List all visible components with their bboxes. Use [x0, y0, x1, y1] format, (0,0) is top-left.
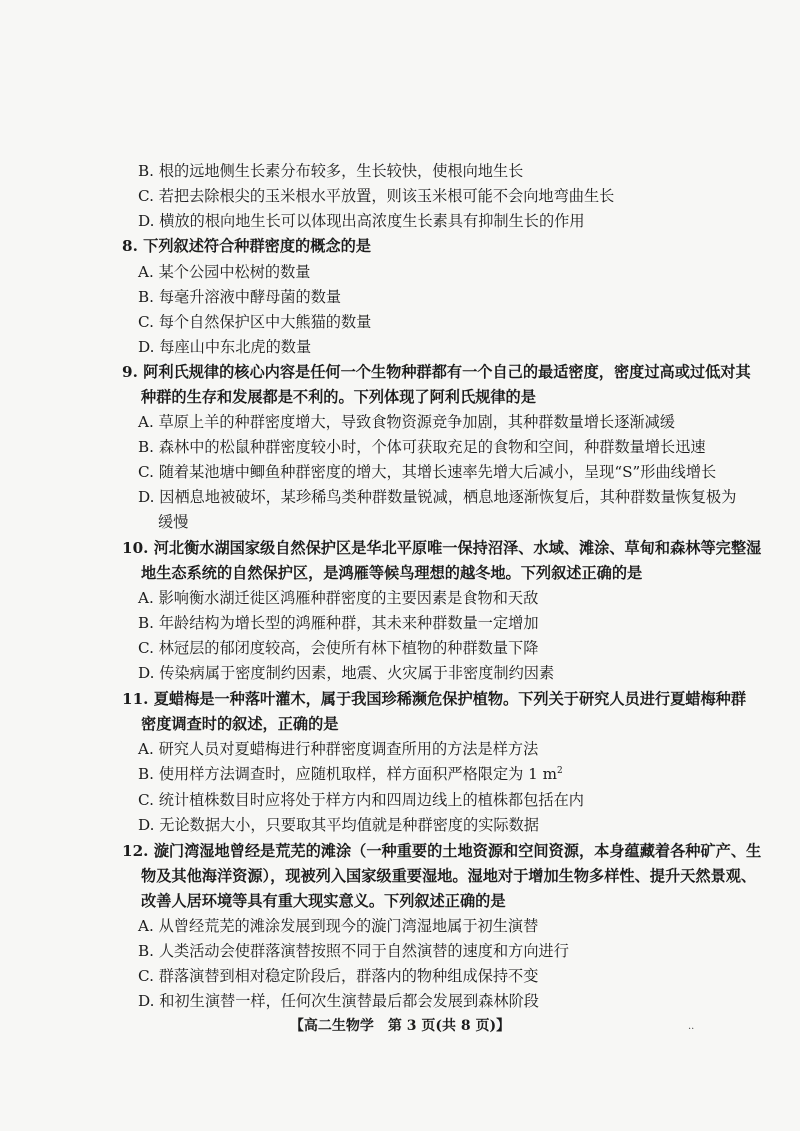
q11-stem-line2: 密度调查时的叙述，正确的是 [141, 715, 339, 733]
q10-option-c: C. 林冠层的郁闭度较高，会使所有林下植物的种群数量下降 [138, 639, 539, 657]
q8-stem: 8. 下列叙述符合种群密度的概念的是 [122, 237, 371, 255]
q7-option-d: D. 横放的根向地生长可以体现出高浓度生长素具有抑制生长的作用 [138, 212, 585, 230]
q9-stem-line2: 种群的生存和发展都是不利的。下列体现了阿利氏规律的是 [141, 388, 536, 406]
q12-option-d: D. 和初生演替一样，任何次生演替最后都会发展到森林阶段 [138, 992, 539, 1010]
q12-option-c: C. 群落演替到相对稳定阶段后，群落内的物种组成保持不变 [138, 967, 539, 985]
q11-option-b [138, 764, 563, 784]
q9-stem-line1: 9. 阿利氏规律的核心内容是任何一个生物种群都有一个自己的最适密度，密度过高或过低对其 [122, 363, 751, 381]
q10-option-b: B. 年龄结构为增长型的鸿雁种群，其未来种群数量一定增加 [138, 614, 539, 632]
q9-option-c: C. 随着某池塘中鲫鱼种群密度的增大，其增长速率先增大后减小，呈现“S”形曲线增长 [138, 463, 717, 481]
q11-option-c: C. 统计植株数目时应将处于样方内和四周边线上的植株都包括在内 [138, 791, 584, 809]
q11-option-d: D. 无论数据大小，只要取其平均值就是种群密度的实际数据 [138, 816, 539, 834]
q7-option-b: B. 根的远地侧生长素分布较多，生长较快，使根向地生长 [138, 162, 524, 180]
q10-stem-line2: 地生态系统的自然保护区，是鸿雁等候鸟理想的越冬地。下列叙述正确的是 [141, 564, 643, 582]
q7-option-c: C. 若把去除根尖的玉米根水平放置，则该玉米根可能不会向地弯曲生长 [138, 187, 615, 205]
q12-option-a: A. 从曾经荒芜的滩涂发展到现今的漩门湾湿地属于初生演替 [138, 917, 539, 935]
q8-option-a: A. 某个公园中松树的数量 [138, 263, 311, 281]
q12-stem-line2: 物及其他海洋资源），现被列入国家级重要湿地。湿地对于增加生物多样性、提升天然景观、 [141, 867, 757, 885]
q10-stem-line1: 10. 河北衡水湖国家级自然保护区是华北平原唯一保持沼泽、水域、滩涂、草甸和森林等完整湿 [122, 539, 762, 557]
q12-stem-line3: 改善人居环境等具有重大现实意义。下列叙述正确的是 [141, 892, 506, 910]
q8-option-c: C. 每个自然保护区中大熊猫的数量 [138, 313, 372, 331]
q11-option-b-superscript: 2 [557, 765, 563, 776]
q8-option-b: B. 每毫升溶液中酵母菌的数量 [138, 288, 342, 306]
q9-option-b: B. 森林中的松鼠种群密度较小时，个体可获取充足的食物和空间，种群数量增长迅速 [138, 438, 706, 456]
q9-option-a: A. 草原上羊的种群密度增大，导致食物资源竞争加剧，其种群数量增长逐渐减缓 [138, 413, 675, 431]
q11-option-b-text: B. 使用样方法调查时，应随机取样，样方面积严格限定为 1 m [138, 765, 558, 783]
q12-stem-line1: 12. 漩门湾湿地曾经是荒芜的滩涂（一种重要的土地资源和空间资源，本身蕴藏着各种矿产、生 [122, 842, 762, 860]
corner-mark: ·· [688, 1024, 695, 1035]
q11-option-a: A. 研究人员对夏蜡梅进行种群密度调查所用的方法是样方法 [138, 740, 539, 758]
q9-option-d-line1: D. 因栖息地被破坏，某珍稀鸟类种群数量锐减，栖息地逐渐恢复后，其种群数量恢复极为 [138, 488, 737, 506]
q11-stem-line1: 11. 夏蜡梅是一种落叶灌木，属于我国珍稀濒危保护植物。下列关于研究人员进行夏蜡梅种群 [122, 690, 747, 708]
q8-option-d: D. 每座山中东北虎的数量 [138, 338, 312, 356]
q9-option-d-line2: 缓慢 [158, 513, 189, 531]
page-footer: 【高二生物学 第 3 页(共 8 页)】 [289, 1018, 511, 1034]
q10-option-a: A. 影响衡水湖迁徙区鸿雁种群密度的主要因素是食物和天敌 [138, 589, 539, 607]
q12-option-b: B. 人类活动会使群落演替按照不同于自然演替的速度和方向进行 [138, 942, 569, 960]
q10-option-d: D. 传染病属于密度制约因素，地震、火灾属于非密度制约因素 [138, 664, 555, 682]
